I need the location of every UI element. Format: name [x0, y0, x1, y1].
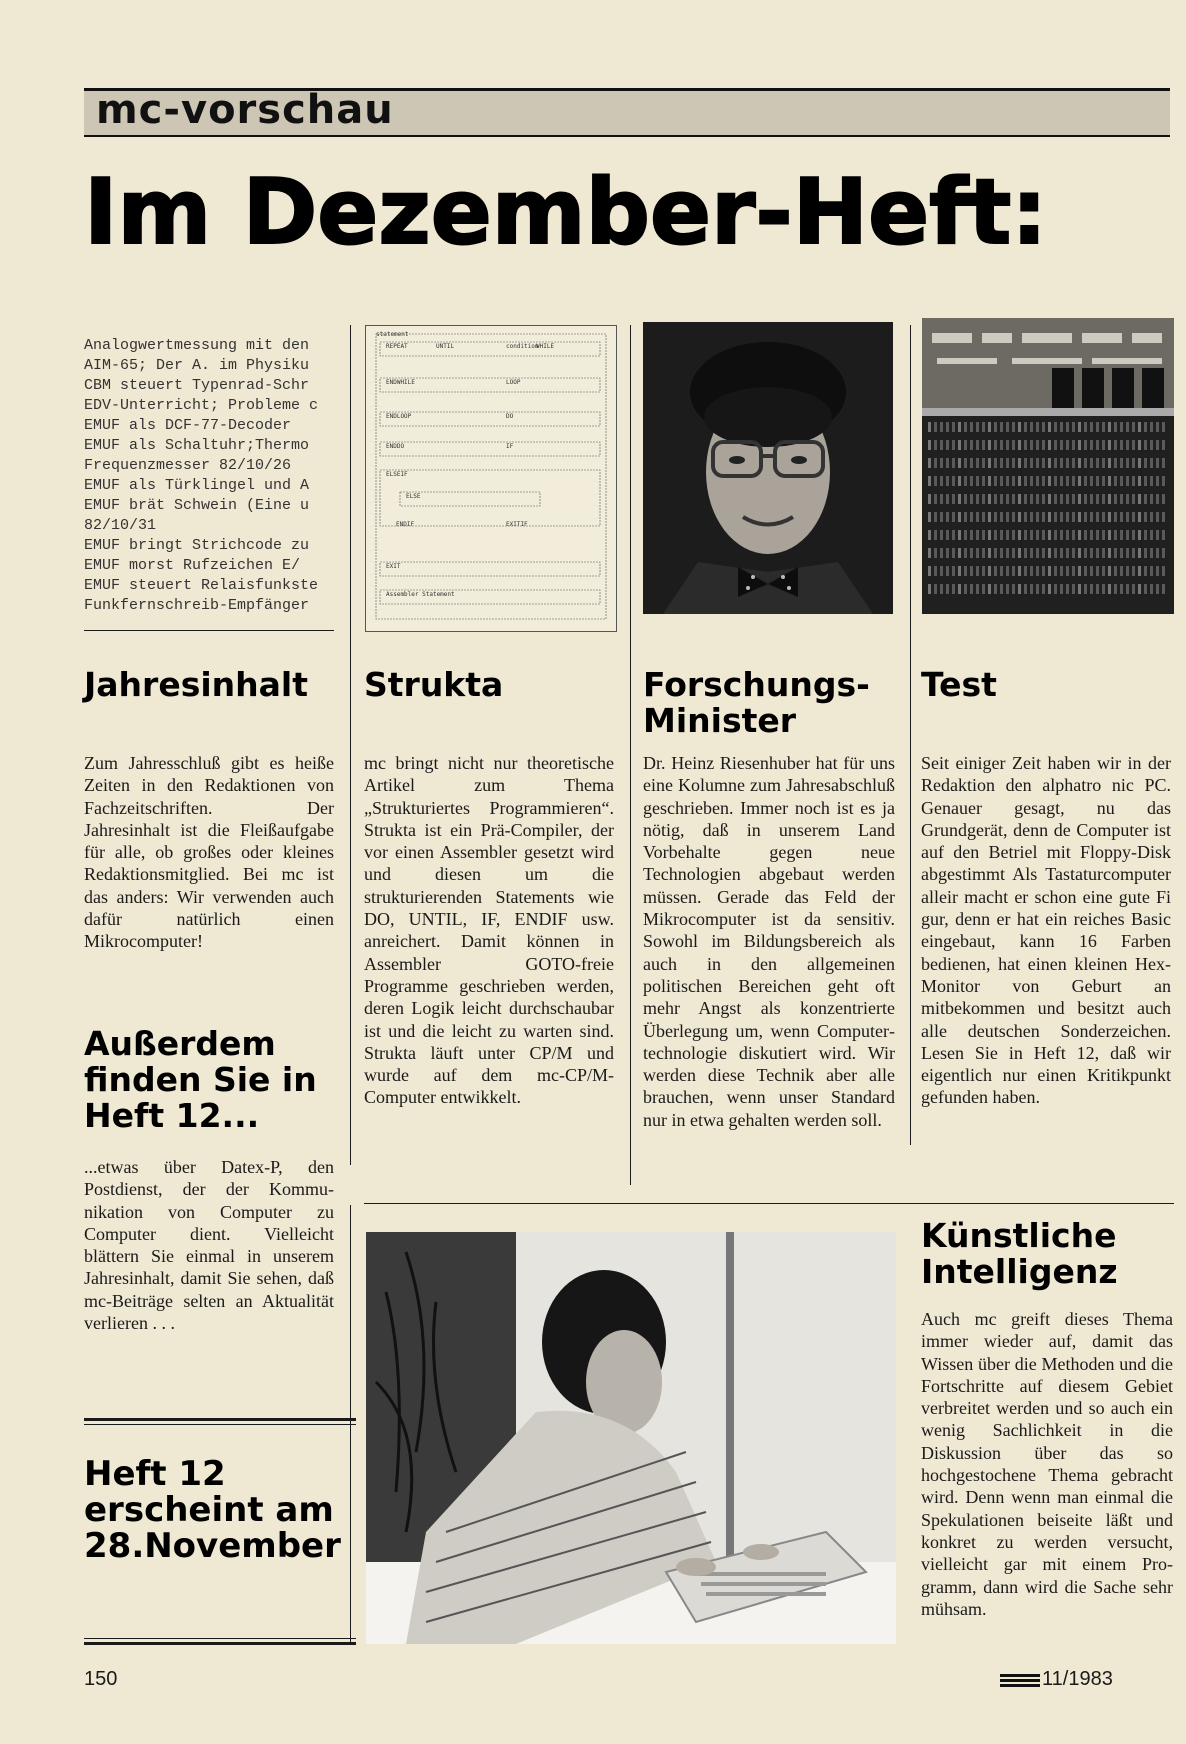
diagram-keyword: ENDIF [396, 521, 415, 528]
text-forschungsminister: Dr. Heinz Riesenhuber hat für uns eine Kolumne zum Jahresabschluß geschrieben. Immer noch ist es ja nötig, daß in unserem Land Vorbehalte gegen neue Technologien abgebaut werden müssen. Gerade das Feld der Mikrocomputer ist da sensitiv. Sowohl im Bildungsbereich als auch in den allgemeinen politischen Bereichen geht oft mehr Angst als konzentrierte Überlegung um, wenn Computertechnologie diskutiert wird. Wir werden diese Technik aber alle brauchen, wenn unser Standard nur in etwa gehalten werden soll. [643, 753, 895, 1130]
diagram-keyword: ENDDO [386, 443, 405, 450]
printout-line: EMUF bringt Strichcode zu [84, 537, 310, 554]
diagram-keyword: condition [506, 343, 539, 350]
diagram-keyword: ENDLOOP [386, 413, 412, 420]
printout-line: EMUF morst Rufzeichen E/ [84, 557, 301, 574]
divider [84, 630, 334, 631]
divider [364, 1203, 1174, 1204]
diagram-keyword: EXITIF [506, 521, 528, 528]
diagram-keyword: WHILE [536, 343, 555, 350]
mc-logo-icon [1000, 1672, 1040, 1688]
diagram-keyword: UNTIL [436, 343, 455, 350]
divider [84, 1418, 356, 1421]
divider [84, 1642, 356, 1645]
diagram-keyword: Assembler Statement [386, 591, 455, 598]
headline-kuenstliche-intelligenz: Künstliche Intelligenz [921, 1216, 1118, 1291]
column-rule [630, 325, 631, 1185]
printout-line: EMUF als Türklingel und A [84, 477, 310, 494]
diagram-keyword: IF [506, 443, 514, 450]
text-strukta: mc bringt nicht nur theoretische Artikel zum Thema „Strukturiertes Programmieren“. Strukta ist ein Prä-Compiler, der vor einen Assembler gesetzt wird und diesen um die strukturierenden Statements wie DO, UNTIL, IF, ENDIF usw. anreichert. Damit können in Assembler GOTO-freie Programme geschrieben werden, deren Logik leicht durchschaubar ist und die leicht zu warten sind. Strukta läuft unter CP/M und wurde auf dem mc-CP/M-Computer entwikkelt. [364, 753, 614, 1108]
headline-test: Test [921, 665, 997, 704]
headline-forschungsminister: Forschungs-Minister [643, 665, 870, 740]
diagram-box [380, 412, 600, 426]
printout-line: Frequenzmesser 82/10/26 [84, 457, 292, 474]
printout-line: CBM steuert Typenrad-Schr [84, 377, 310, 394]
diagram-keyword: statement [376, 331, 409, 338]
issue-date: 11/1983 [1042, 1668, 1113, 1690]
printout-line: EMUF als DCF-77-Decoder [84, 417, 292, 434]
printout-line: EMUF als Schaltuhr;Thermo [84, 437, 310, 454]
text-ausserdem: ...etwas über Datex-P, den Postdienst, der der Kommunikation von Computer zu Computer dient. Vielleicht blättern Sie einmal in unserem Jahresinhalt, damit Sie sehen, daß mc-Beiträge selten an Aktualität verlieren . . . [84, 1157, 334, 1334]
headline-jahresinhalt: Jahresinhalt [84, 665, 308, 704]
diagram-keyword: ELSEIF [386, 471, 408, 478]
headline-ausserdem: Außerdem finden Sie in Heft 12... [84, 1024, 317, 1135]
diagram-keyword: DO [506, 413, 514, 420]
text-kuenstliche-intelligenz: Auch mc greift dieses Thema immer wieder auf, damit das Wissen über die Methoden und die Fortschritte auf diesem Gebiet verbreitet werden und so auch ein wenig Sachlichkeit in die Diskussion über das so hochgestochene Thema gebracht wird. Denn wenn man einmal die Spekulationen beiseite läßt und konkret zu werden versucht, vielleicht gar mit einem Programm, dann wird die Sache sehr mühsam. [921, 1309, 1173, 1619]
divider [84, 1424, 356, 1425]
headline-strukta: Strukta [364, 665, 504, 704]
diagram-box [380, 342, 600, 356]
printout-line: Funkfernschreib-Empfänger [84, 597, 310, 614]
divider [84, 1638, 356, 1639]
column-rule [350, 325, 351, 1165]
headline-release-date: Heft 12 erscheint am 28.November [84, 1454, 341, 1566]
column-rule [910, 325, 911, 1145]
printout-line: Analogwertmessung mit den [84, 337, 310, 354]
diagram-keyword: ENDWHILE [386, 379, 415, 386]
diagram-box [400, 492, 540, 506]
printout-line: 82/10/31 [84, 517, 157, 534]
printout-line: EMUF brät Schwein (Eine u [84, 497, 310, 514]
printout-line: EDV-Unterricht; Probleme c [84, 397, 319, 414]
printout-line: AIM-65; Der A. im Physiku [84, 357, 310, 374]
diagram-box [380, 562, 600, 576]
section-label: mc-vorschau [96, 87, 394, 133]
diagram-keyword: REPEAT [386, 343, 408, 350]
index-printout [84, 336, 334, 616]
text-jahresinhalt: Zum Jahresschluß gibt es heiße Zeiten in den Redaktionen von Fachzeitschriften. Der Jahresinhalt ist die Fleißaufgabe für alle, ob großes oder kleines Redaktionsmitglied. Bei mc ist das anders: Wir verwenden auch dafür natürlich einen Mikrocomputer! [84, 753, 334, 952]
diagram-keyword: EXIT [386, 563, 401, 570]
woman-at-computer-photo [366, 1232, 896, 1644]
strukta-diagram [365, 325, 617, 632]
column-rule [350, 1205, 351, 1645]
printout-line: EMUF steuert Relaisfunkstе [84, 577, 319, 594]
section-header-band [84, 88, 1170, 137]
circuit-board-photo [922, 318, 1174, 614]
diagram-keyword: LOOP [506, 379, 521, 386]
portrait-photo [643, 322, 893, 614]
diagram-keyword: ELSE [406, 493, 421, 500]
page-title: Im Dezember-Heft: [84, 160, 1048, 265]
diagram-box [380, 442, 600, 456]
text-test: Seit einiger Zeit haben wir in der Redaktion den alphatro nic PC. Genauer gesagt, nu das Grundgerät, denn de Computer ist auf den Betriel mit Floppy-Disk abgestimmt Als Tastaturcomputer alleir macht er schon eine gute Fi gur, denn er hat ein reiches Basic eingebaut, kann 16 Farben bedienen, hat einen kleinen Hex-Monitor von Geburt an mitbekommen und besitzt auch alle deutschen Sonderzeichen. Lesen Sie in Heft 12, daß wir eigentlich nur einen Kritikpunkt gefunden haben. [921, 753, 1171, 1108]
page-number: 150 [84, 1668, 118, 1690]
